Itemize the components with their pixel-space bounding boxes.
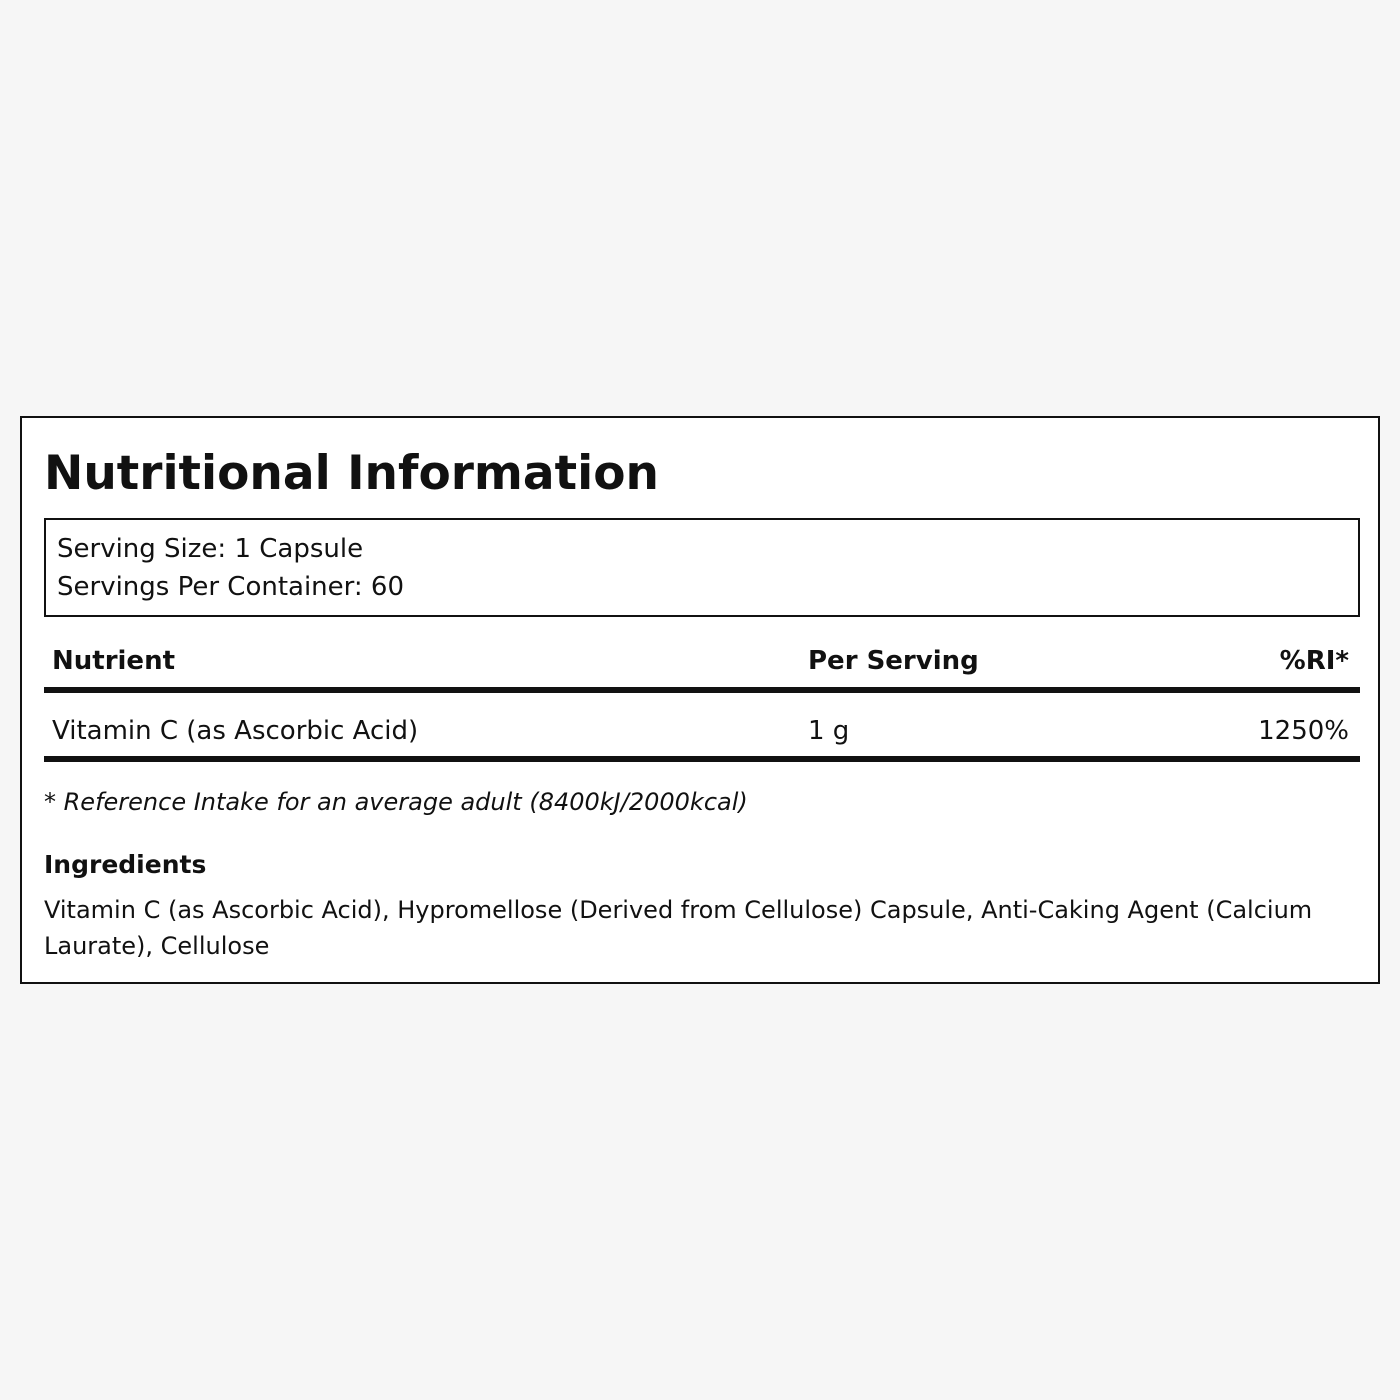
ingredients-text: Vitamin C (as Ascorbic Acid), Hypromellose (Derived from Cellulose) Capsule, Anti-Caking Agent (Calcium Laurate), Cellulose: [44, 896, 1313, 960]
header-per-serving: Per Serving: [808, 646, 979, 676]
header-nutrient: Nutrient: [52, 646, 176, 676]
reference-intake-footnote: * Reference Intake for an average adult (8400kJ/2000kcal): [44, 788, 748, 816]
panel-title: Nutritional Information: [44, 446, 659, 501]
ingredients-heading: Ingredients: [44, 850, 207, 879]
nutrition-panel: [20, 416, 1380, 984]
header-ri: %RI*: [1279, 646, 1349, 676]
cell-ri: 1250%: [1258, 716, 1349, 746]
serving-info-box: [44, 518, 1360, 617]
cell-nutrient-name: Vitamin C (as Ascorbic Acid): [52, 716, 419, 746]
servings-per-container: Servings Per Container: 60: [57, 572, 405, 602]
header-divider: [44, 687, 1360, 693]
row-divider: [44, 756, 1360, 762]
serving-size: Serving Size: 1 Capsule: [57, 534, 364, 564]
cell-per-serving: 1 g: [808, 716, 850, 746]
